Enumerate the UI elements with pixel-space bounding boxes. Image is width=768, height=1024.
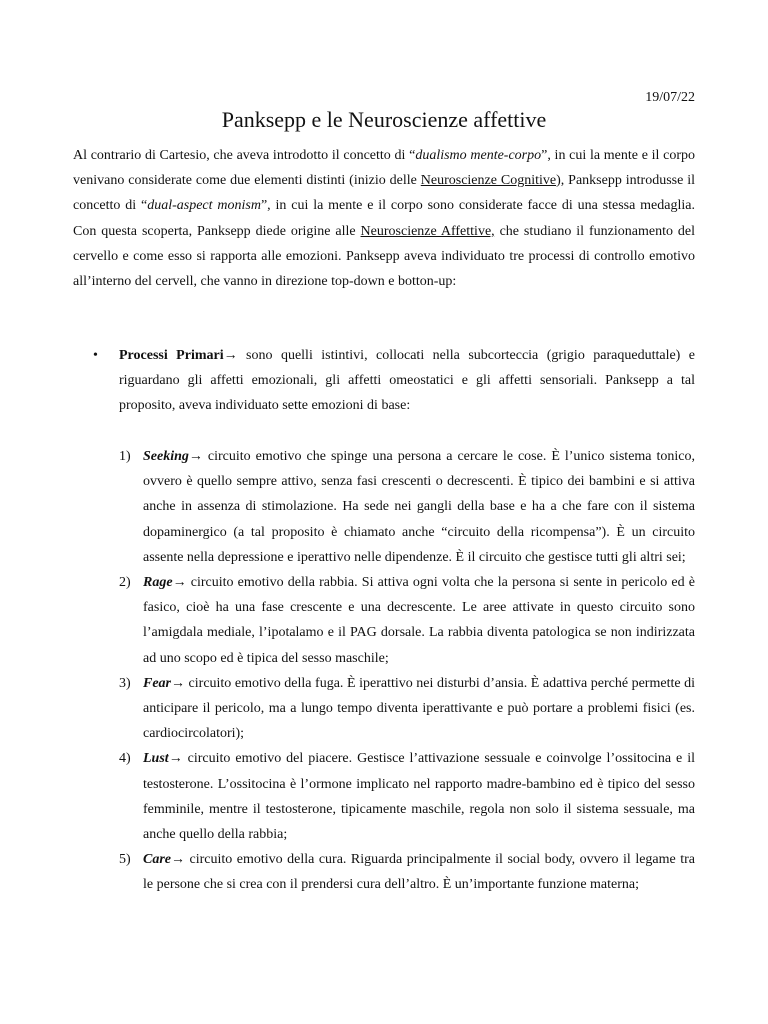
arrow-icon: → <box>171 675 185 691</box>
list-item-text: circuito emotivo della rabbia. Si attiva ogni volta che la persona si sente in pericolo ed è fasico, cioè ha una fase crescente e una decrescente. Le aree attivate in questo circuito sono l’amigdala mediale, l’ipotalamo e il PAG dorsale. La rabbia diventa patologica se non indirizzata ad uno scopo ed è tipica del sesso maschile; <box>143 575 695 666</box>
term-dualismo: dualismo mente-corpo <box>415 148 542 163</box>
list-item-number: 5) <box>119 852 131 868</box>
bullet-heading: Processi Primari <box>119 348 224 363</box>
term-dual-aspect-monism: dual-aspect monism <box>147 198 261 214</box>
list-item <box>119 847 695 897</box>
list-item-number: 2) <box>119 575 131 591</box>
term-neuroscienze-affettive: Neuroscienze Affettive, <box>360 223 495 239</box>
list-item-text: circuito emotivo del piacere. Gestisce l’attivazione sessuale e coinvolge l’ossitocina e il testosterone. L’ossitocina è l’ormone implicato nel rapporto madre-bambino ed è tipico del sesso femminile, mentre il testosterone, tipicamente maschile, regola non solo il sistema sessuale, ma anche quello della rabbia; <box>143 751 695 843</box>
list-item-number: 3) <box>119 675 131 691</box>
list-item-name: Rage <box>143 575 173 591</box>
term-neuroscienze-cognitive: Neuroscienze Cognitive <box>420 173 557 189</box>
list-item-text: circuito emotivo della fuga. È iperattivo nei disturbi d’ansia. È adattiva perché permette di anticipare il pericolo, ma a lungo tempo diventa iperattivante e può portare a problemi fisici (es. cardiocircolatori); <box>143 675 695 742</box>
intro-paragraph <box>73 143 695 294</box>
emotions-list <box>119 444 695 898</box>
list-item-name: Care <box>143 852 171 868</box>
list-item <box>119 671 695 747</box>
intro-text-5: che studiano il funzionamento del cervello e come esso si rapporta alle emozioni. Panksepp aveva individuato tre processi di controllo emotivo all’interno del cervell, che vanno in direzione top-down e botton-up: <box>73 223 695 290</box>
arrow-icon: → <box>223 348 238 363</box>
list-item <box>119 444 695 570</box>
intro-text-2: ”, in cui la mente e il corpo venivano considerate come due elementi distinti (inizio delle <box>73 148 696 189</box>
list-item-number: 4) <box>119 751 131 767</box>
list-item <box>119 570 695 671</box>
document-title: Panksepp e le Neuroscienze affettive <box>221 107 547 132</box>
intro-text-1: Al contrario di Cartesio, che aveva introdotto il concetto di “ <box>73 148 416 163</box>
bullet-processi-primari <box>73 343 695 419</box>
bullet-symbol: • <box>93 348 98 363</box>
list-item-text: circuito emotivo della cura. Riguarda principalmente il social body, ovvero il legame tra le persone che si crea con il prendersi cura dell’altro. È un’importante funzione materna; <box>143 852 695 893</box>
list-item-name: Seeking <box>143 449 189 464</box>
list-item-number: 1) <box>119 449 131 464</box>
arrow-icon: → <box>171 852 185 868</box>
arrow-icon: → <box>188 449 203 464</box>
list-item-name: Lust <box>143 751 169 767</box>
list-item <box>119 746 695 847</box>
bullet-description: sono quelli istintivi, collocati nella subcorteccia (grigio paraqueduttale) e riguardano gli affetti emozionali, gli affetti omeostatici e gli affetti sensoriali. Panksepp a tal proposito, aveva individuato sette emozioni di base: <box>119 348 695 414</box>
arrow-icon: → <box>168 751 183 767</box>
document-date: 19/07/22 <box>645 90 695 105</box>
list-item-name: Fear <box>143 675 171 691</box>
intro-text-4: ”, in cui la mente e il corpo sono considerate facce di una stessa medaglia. Con questa scoperta, Panksepp diede origine alle <box>73 198 695 239</box>
intro-text-3: ), Panksepp introdusse il concetto di “ <box>73 173 695 214</box>
arrow-icon: → <box>172 575 187 591</box>
list-item-text: circuito emotivo che spinge una persona a cercare le cose. È l’unico sistema tonico, ovvero è quello sempre attivo, senza fasi crescenti o decrescenti. È tipico dei bambini e si attiva anche in assenza di stimolazione. Ha sede nei gangli della base e ha a che fare con il sistema dopaminergico (a tal proposito è chiamato anche “circuito della ricompensa”). È un circuito assente nella depressione e iperattivo nelle dipendenze. È il circuito che gestisce tutti gli altri sei; <box>143 449 695 565</box>
